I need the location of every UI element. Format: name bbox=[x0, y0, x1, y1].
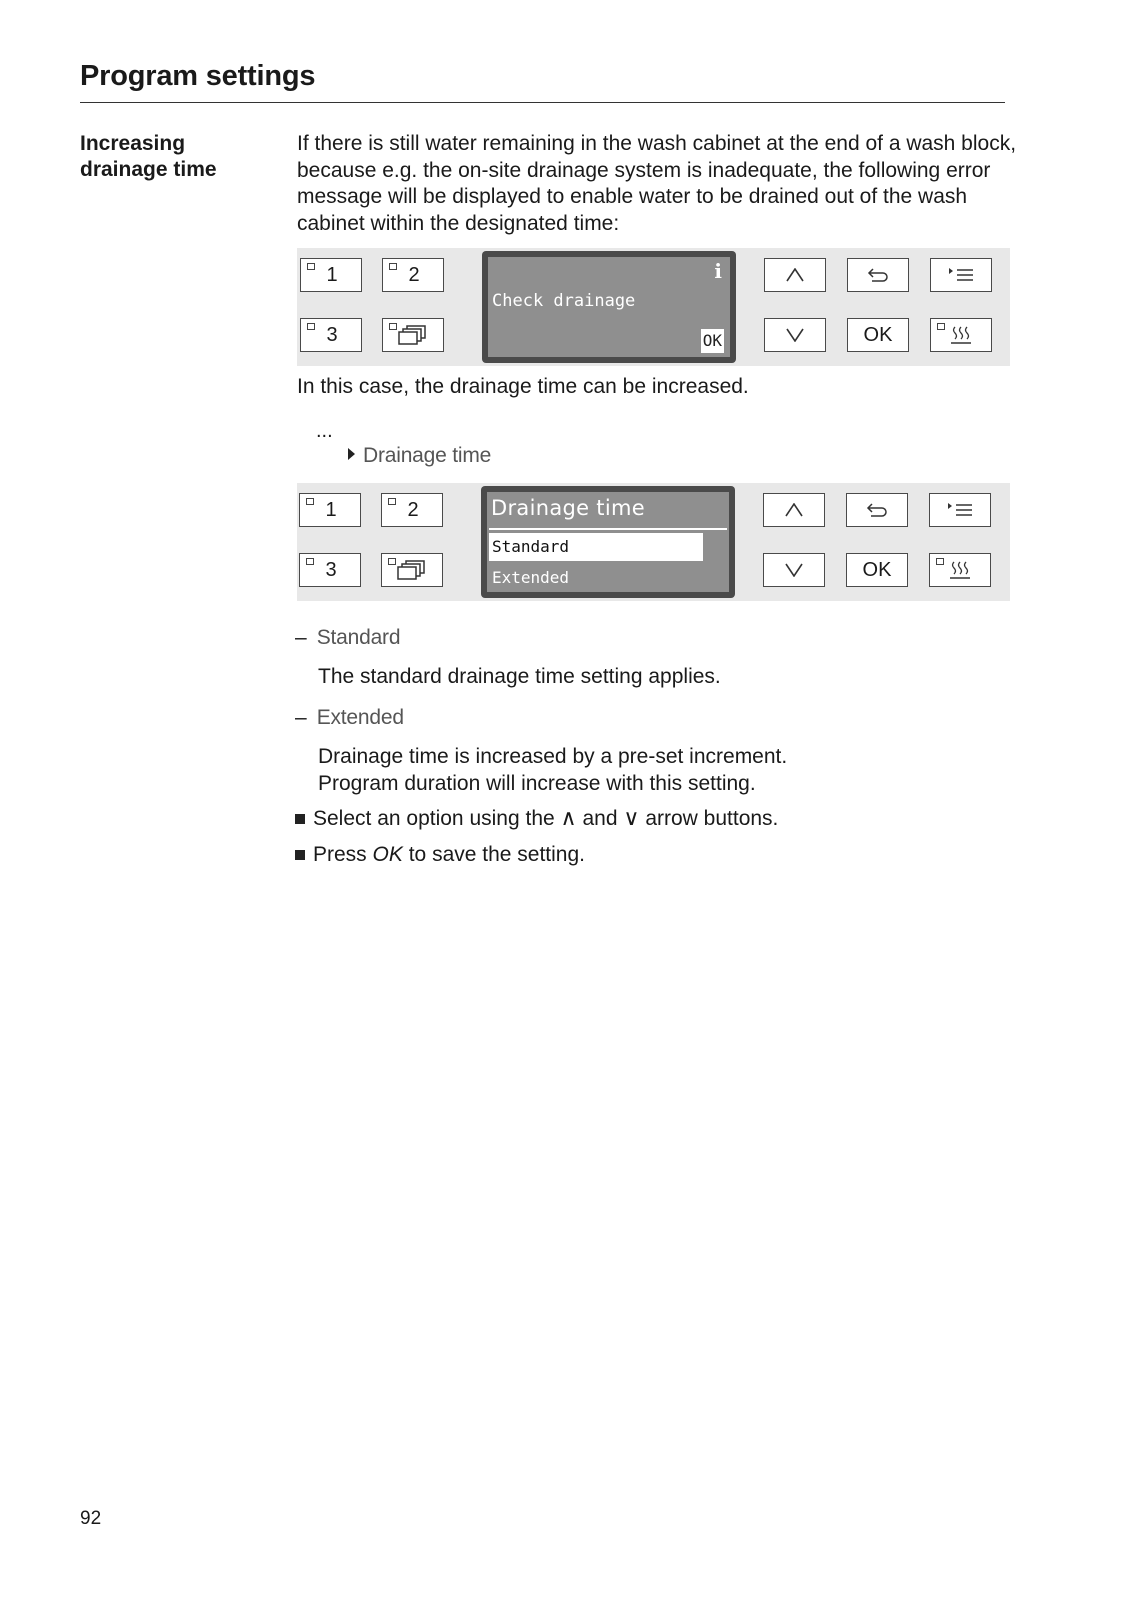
option-standard bbox=[295, 626, 400, 650]
bullet-square-icon bbox=[295, 850, 305, 860]
program-select-key[interactable] bbox=[382, 318, 444, 352]
program-key-2-label: 2 bbox=[408, 263, 420, 286]
ok-button[interactable] bbox=[847, 318, 909, 352]
bullet-square-icon bbox=[295, 814, 305, 824]
chevron-up-icon bbox=[786, 268, 804, 282]
drying-button[interactable] bbox=[930, 318, 992, 352]
up-button[interactable] bbox=[764, 258, 826, 292]
chevron-down-icon bbox=[785, 563, 803, 577]
instruction-text: and bbox=[582, 807, 618, 830]
menu-button[interactable] bbox=[929, 493, 991, 527]
option-description: The standard drainage time setting applies. bbox=[318, 665, 721, 688]
section-heading bbox=[80, 131, 270, 183]
program-select-key[interactable] bbox=[381, 553, 443, 587]
triangle-right-icon bbox=[348, 448, 355, 460]
led-indicator bbox=[388, 498, 396, 505]
program-key-3[interactable] bbox=[299, 553, 361, 587]
program-key-2-label: 2 bbox=[407, 498, 419, 521]
option-label: Standard bbox=[316, 626, 401, 649]
option-label: Extended bbox=[316, 706, 404, 729]
back-button[interactable] bbox=[846, 493, 908, 527]
chevron-down-icon bbox=[786, 328, 804, 342]
error-message: Check drainage bbox=[492, 291, 636, 311]
option-description bbox=[318, 744, 1008, 797]
led-indicator bbox=[389, 263, 397, 270]
display-option-selected: Standard bbox=[489, 533, 703, 561]
led-indicator bbox=[306, 498, 314, 505]
menu-path-label: Drainage time bbox=[363, 444, 492, 467]
option-dash: – bbox=[295, 706, 307, 729]
option-extended bbox=[295, 706, 404, 730]
led-indicator bbox=[307, 323, 315, 330]
display-content bbox=[488, 257, 730, 357]
stacked-windows-icon bbox=[398, 324, 428, 346]
led-indicator bbox=[937, 323, 945, 330]
program-key-1-label: 1 bbox=[326, 263, 338, 286]
down-button[interactable] bbox=[763, 553, 825, 587]
menu-ellipsis: ... bbox=[316, 420, 333, 442]
drying-button[interactable] bbox=[929, 553, 991, 587]
display-screen bbox=[482, 251, 736, 363]
up-arrow-symbol: ∧ bbox=[560, 805, 577, 830]
info-sentence: In this case, the drainage time can be increased. bbox=[297, 375, 749, 398]
back-button[interactable] bbox=[847, 258, 909, 292]
menu-path-item bbox=[348, 444, 491, 468]
led-indicator bbox=[307, 263, 315, 270]
menu-list-icon bbox=[946, 501, 974, 519]
instruction-text: Select an option using the bbox=[313, 807, 555, 830]
program-key-2[interactable] bbox=[382, 258, 444, 292]
program-key-3[interactable] bbox=[300, 318, 362, 352]
option-dash: – bbox=[295, 626, 307, 649]
led-indicator bbox=[306, 558, 314, 565]
ok-button[interactable] bbox=[846, 553, 908, 587]
led-indicator bbox=[388, 558, 396, 565]
instruction-text: to save the setting. bbox=[408, 843, 585, 866]
instruction-step-2 bbox=[295, 843, 585, 867]
drying-icon bbox=[950, 325, 972, 345]
led-indicator bbox=[389, 323, 397, 330]
display-ok-badge: OK bbox=[701, 329, 724, 353]
ok-emphasis: OK bbox=[372, 843, 403, 866]
section-heading-line1: Increasing bbox=[80, 132, 186, 155]
page-title: Program settings bbox=[80, 60, 316, 92]
down-button[interactable] bbox=[764, 318, 826, 352]
control-panel-drainage bbox=[297, 483, 1010, 601]
info-icon: i bbox=[714, 259, 722, 283]
display-header: Drainage time bbox=[491, 496, 645, 520]
program-key-2[interactable] bbox=[381, 493, 443, 527]
ok-button-label: OK bbox=[862, 558, 892, 581]
chevron-up-icon bbox=[785, 503, 803, 517]
instruction-step-1 bbox=[295, 805, 778, 831]
section-heading-line2: drainage time bbox=[80, 158, 217, 181]
back-arrow-icon bbox=[866, 266, 890, 284]
title-divider bbox=[80, 102, 1005, 103]
display-divider bbox=[489, 528, 727, 530]
program-key-1[interactable] bbox=[299, 493, 361, 527]
menu-button[interactable] bbox=[930, 258, 992, 292]
menu-list-icon bbox=[947, 266, 975, 284]
option-description-line2: Program duration will increase with this setting. bbox=[318, 771, 756, 795]
instruction-text: arrow buttons. bbox=[645, 807, 779, 830]
program-key-1[interactable] bbox=[300, 258, 362, 292]
control-panel-error bbox=[297, 248, 1010, 366]
display-screen bbox=[481, 486, 735, 598]
down-arrow-symbol: ∨ bbox=[623, 805, 640, 830]
option-description-line1: Drainage time is increased by a pre-set increment. bbox=[318, 745, 788, 768]
program-key-3-label: 3 bbox=[326, 323, 338, 346]
intro-paragraph: If there is still water remaining in the wash cabinet at the end of a wash block, because e.g. the on-site drainage system is inadequate, the following error message will be displayed to enable water to be drained out of the wash cabinet within the designated time: bbox=[297, 132, 1017, 235]
display-option: Extended bbox=[492, 568, 570, 587]
display-content bbox=[487, 492, 729, 592]
page-number: 92 bbox=[80, 1508, 102, 1529]
drying-icon bbox=[949, 560, 971, 580]
up-button[interactable] bbox=[763, 493, 825, 527]
led-indicator bbox=[936, 558, 944, 565]
program-key-3-label: 3 bbox=[325, 558, 337, 581]
stacked-windows-icon bbox=[397, 559, 427, 581]
program-key-1-label: 1 bbox=[325, 498, 337, 521]
back-arrow-icon bbox=[865, 501, 889, 519]
instruction-text: Press bbox=[313, 843, 367, 866]
ok-button-label: OK bbox=[863, 323, 893, 346]
